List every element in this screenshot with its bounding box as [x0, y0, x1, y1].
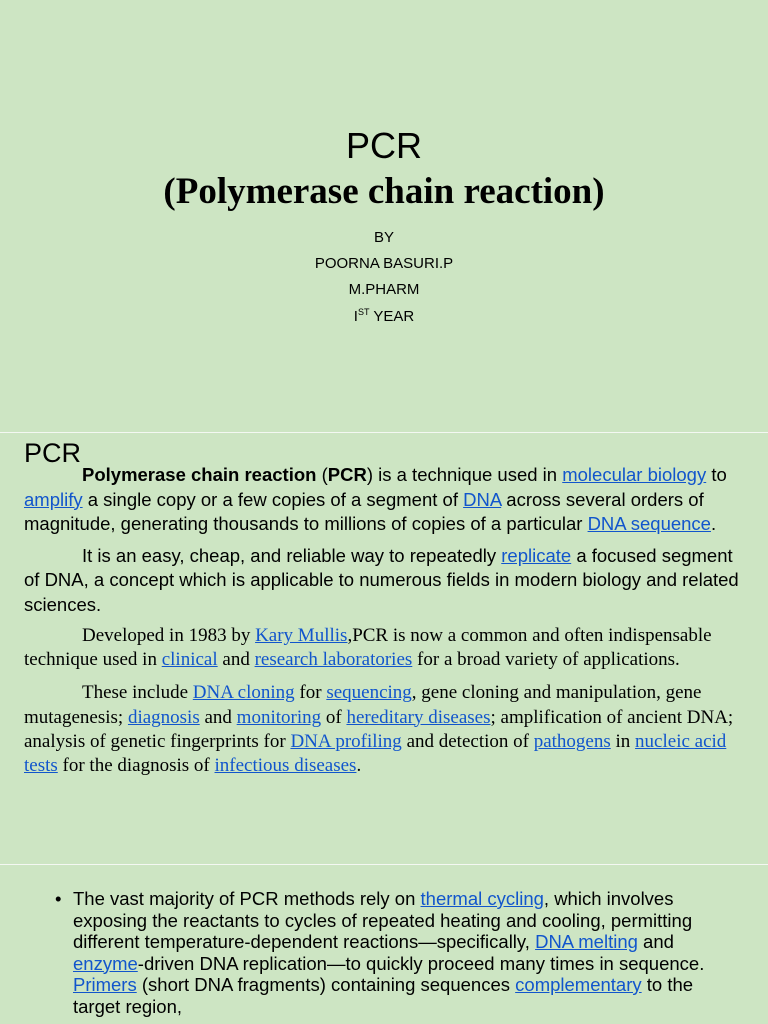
- link-infectious-diseases[interactable]: infectious diseases: [214, 755, 357, 777]
- link-dna-melting[interactable]: DNA melting: [535, 931, 638, 952]
- link-hereditary-diseases[interactable]: hereditary diseases: [346, 706, 491, 728]
- text: .: [356, 755, 362, 777]
- text: ; amplification of ancient DNA; analysis of genetic fingerprints for: [24, 706, 734, 752]
- text: and detection of: [401, 730, 534, 752]
- text: and: [637, 931, 674, 952]
- author-name: POORNA BASURI.P: [314, 255, 454, 272]
- text: for a broad variety of applications.: [412, 649, 680, 671]
- link-dna-cloning[interactable]: DNA cloning: [192, 682, 295, 704]
- text: It is an easy, cheap, and reliable way to repeatedly: [82, 544, 502, 566]
- text: and: [199, 706, 237, 728]
- link-nucleic-acid-tests[interactable]: nucleic acid tests: [24, 730, 727, 777]
- slide-subtitle: (Polymerase chain reaction): [163, 171, 605, 212]
- paragraph-definition: [24, 463, 749, 537]
- list-item: [55, 888, 745, 1017]
- paragraph-applications: [24, 681, 749, 778]
- text: ) is a technique used in: [366, 464, 563, 485]
- link-complementary[interactable]: complementary: [515, 974, 642, 995]
- year-superscript: ST: [357, 307, 370, 317]
- slide-title: PCR: [345, 125, 422, 166]
- text: across several orders of magnitude, generating thousands to millions of copies of a particular: [24, 488, 704, 534]
- link-primers[interactable]: Primers: [73, 974, 137, 995]
- link-amplify[interactable]: amplify: [24, 488, 83, 510]
- bold-abbrev: PCR: [327, 464, 367, 485]
- title-slide: [0, 0, 768, 432]
- bold-term: Polymerase chain reaction: [82, 464, 317, 485]
- text: , which involves exposing the reactants to cycles of repeated heating and cooling, permitting different temperature-dependent reactions—specifically,: [73, 888, 693, 952]
- link-molecular-biology[interactable]: molecular biology: [562, 464, 707, 485]
- text: a single copy or a few copies of a segment of: [82, 488, 464, 510]
- text: and: [217, 649, 255, 671]
- paragraph-history: [24, 624, 749, 672]
- bullet-list: [55, 888, 745, 1017]
- link-replicate[interactable]: replicate: [501, 544, 572, 566]
- by-label: BY: [373, 229, 394, 246]
- link-dna-sequence[interactable]: DNA sequence: [587, 513, 711, 534]
- text: (: [316, 464, 328, 485]
- link-diagnosis[interactable]: diagnosis: [127, 706, 200, 728]
- slide-body: [24, 463, 749, 787]
- link-sequencing[interactable]: sequencing: [326, 682, 412, 704]
- text: (short DNA fragments) containing sequences: [136, 974, 516, 995]
- text: to: [706, 464, 727, 485]
- year-suffix: YEAR: [369, 308, 415, 325]
- link-enzyme[interactable]: enzyme: [73, 952, 138, 974]
- text: for: [294, 682, 327, 704]
- text: to the target region,: [73, 974, 694, 1017]
- link-thermal-cycling[interactable]: thermal cycling: [420, 888, 544, 909]
- bullet-icon: •: [55, 888, 62, 909]
- link-research-laboratories[interactable]: research laboratories: [254, 649, 413, 671]
- text: , gene cloning and manipulation, gene mutagenesis;: [24, 682, 702, 728]
- link-dna[interactable]: DNA: [463, 488, 502, 510]
- text: of: [321, 706, 347, 728]
- text: -driven DNA replication—to quickly proceed many times in sequence.: [137, 952, 705, 974]
- text: ,PCR is now a common and often indispensable technique used in: [24, 625, 712, 671]
- text: a focused segment of DNA, a concept which is applicable to numerous fields in modern biology and related sciences.: [24, 544, 739, 615]
- text: Developed in 1983 by: [82, 625, 256, 646]
- slide-heading: PCR: [24, 438, 82, 468]
- text: .: [710, 513, 717, 534]
- text: These include: [82, 682, 193, 704]
- text: in: [610, 730, 636, 752]
- author-degree: M.PHARM: [348, 281, 420, 298]
- paragraph-advantages: [24, 544, 749, 618]
- year-prefix: I: [353, 308, 358, 325]
- link-clinical[interactable]: clinical: [161, 649, 218, 671]
- text: for the diagnosis of: [57, 755, 215, 777]
- text: The vast majority of PCR methods rely on: [73, 888, 421, 909]
- link-pathogens[interactable]: pathogens: [533, 730, 611, 752]
- link-dna-profiling[interactable]: DNA profiling: [290, 730, 402, 752]
- link-kary-mullis[interactable]: Kary Mullis: [255, 625, 348, 646]
- author-year: [0, 307, 768, 325]
- link-monitoring[interactable]: monitoring: [236, 706, 322, 728]
